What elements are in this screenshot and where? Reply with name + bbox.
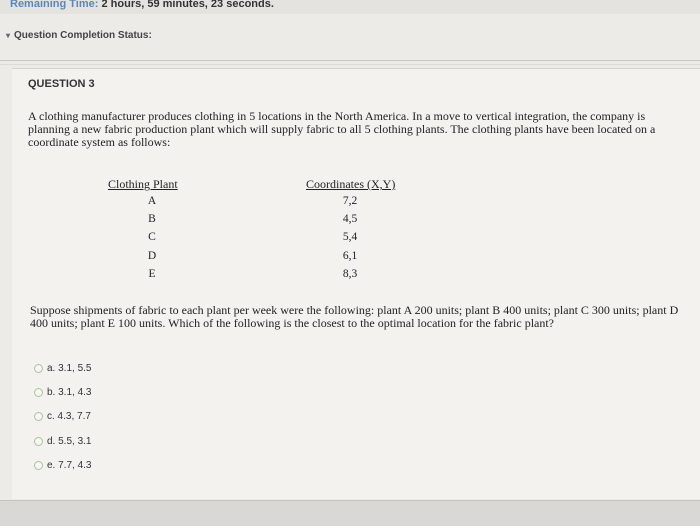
- table-header-clothing-plant: Clothing Plant: [108, 177, 178, 191]
- table-cell-plant: B: [148, 213, 156, 225]
- answer-option-e[interactable]: [34, 460, 91, 471]
- remaining-time-label: Remaining Time:: [10, 0, 99, 10]
- radio-button[interactable]: [34, 364, 43, 373]
- table-cell-coordinates: 6,1: [342, 250, 358, 262]
- remaining-time-value: 2 hours, 59 minutes, 23 seconds.: [101, 0, 274, 10]
- question-prompt-text: Suppose shipments of fabric to each plant per week were the following: plant A 200 units; plant B 400 units; plant C 300 units; plant D 400 units; plant E 100 units. Which of the following is the closest to the optimal location for the fabric plant?: [30, 303, 679, 330]
- remaining-time-bar: [0, 0, 700, 14]
- answer-option-label[interactable]: d. 5.5, 3.1: [47, 436, 92, 447]
- divider: [0, 60, 700, 61]
- question-completion-status[interactable]: [6, 30, 152, 41]
- table-cell-plant: C: [148, 231, 156, 243]
- table-cell-plant: A: [147, 195, 157, 207]
- answer-option-c[interactable]: [34, 411, 91, 422]
- table-cell-plant: D: [147, 250, 157, 262]
- answer-option-label[interactable]: e. 7.7, 4.3: [47, 460, 92, 471]
- table-cell-coordinates: 8,3: [342, 268, 358, 280]
- radio-button[interactable]: [34, 412, 43, 421]
- table-cell-coordinates: 7,2: [342, 195, 358, 207]
- question-intro-text: A clothing manufacturer produces clothing in 5 locations in the North America. In a move to vertical integration, the company is planning a new fabric production plant which will supply fabric to all 5 clothing plants. The clothing plants have been located on a coordinate system as follows:: [28, 109, 656, 149]
- answer-option-d[interactable]: [34, 436, 91, 447]
- table-cell-plant: E: [148, 268, 156, 280]
- table-cell-coordinates: 5,4: [342, 231, 358, 243]
- table-header-coordinates: Coordinates (X,Y): [306, 177, 396, 191]
- radio-button[interactable]: [34, 437, 43, 446]
- answer-option-label[interactable]: b. 3.1, 4.3: [47, 387, 92, 398]
- radio-button[interactable]: [34, 461, 43, 470]
- question-title: QUESTION 3: [28, 78, 95, 90]
- table-cell-coordinates: 4,5: [342, 213, 358, 225]
- answer-option-a[interactable]: [34, 363, 91, 374]
- radio-button[interactable]: [34, 388, 43, 397]
- divider: [0, 64, 700, 65]
- answer-option-label[interactable]: c. 4.3, 7.7: [47, 411, 91, 422]
- bottom-bar: [0, 500, 700, 526]
- answer-option-label[interactable]: a. 3.1, 5.5: [47, 363, 92, 374]
- expand-triangle-icon[interactable]: ▾: [6, 31, 11, 40]
- question-completion-status-label: Question Completion Status:: [14, 30, 152, 41]
- answer-option-b[interactable]: [34, 387, 91, 398]
